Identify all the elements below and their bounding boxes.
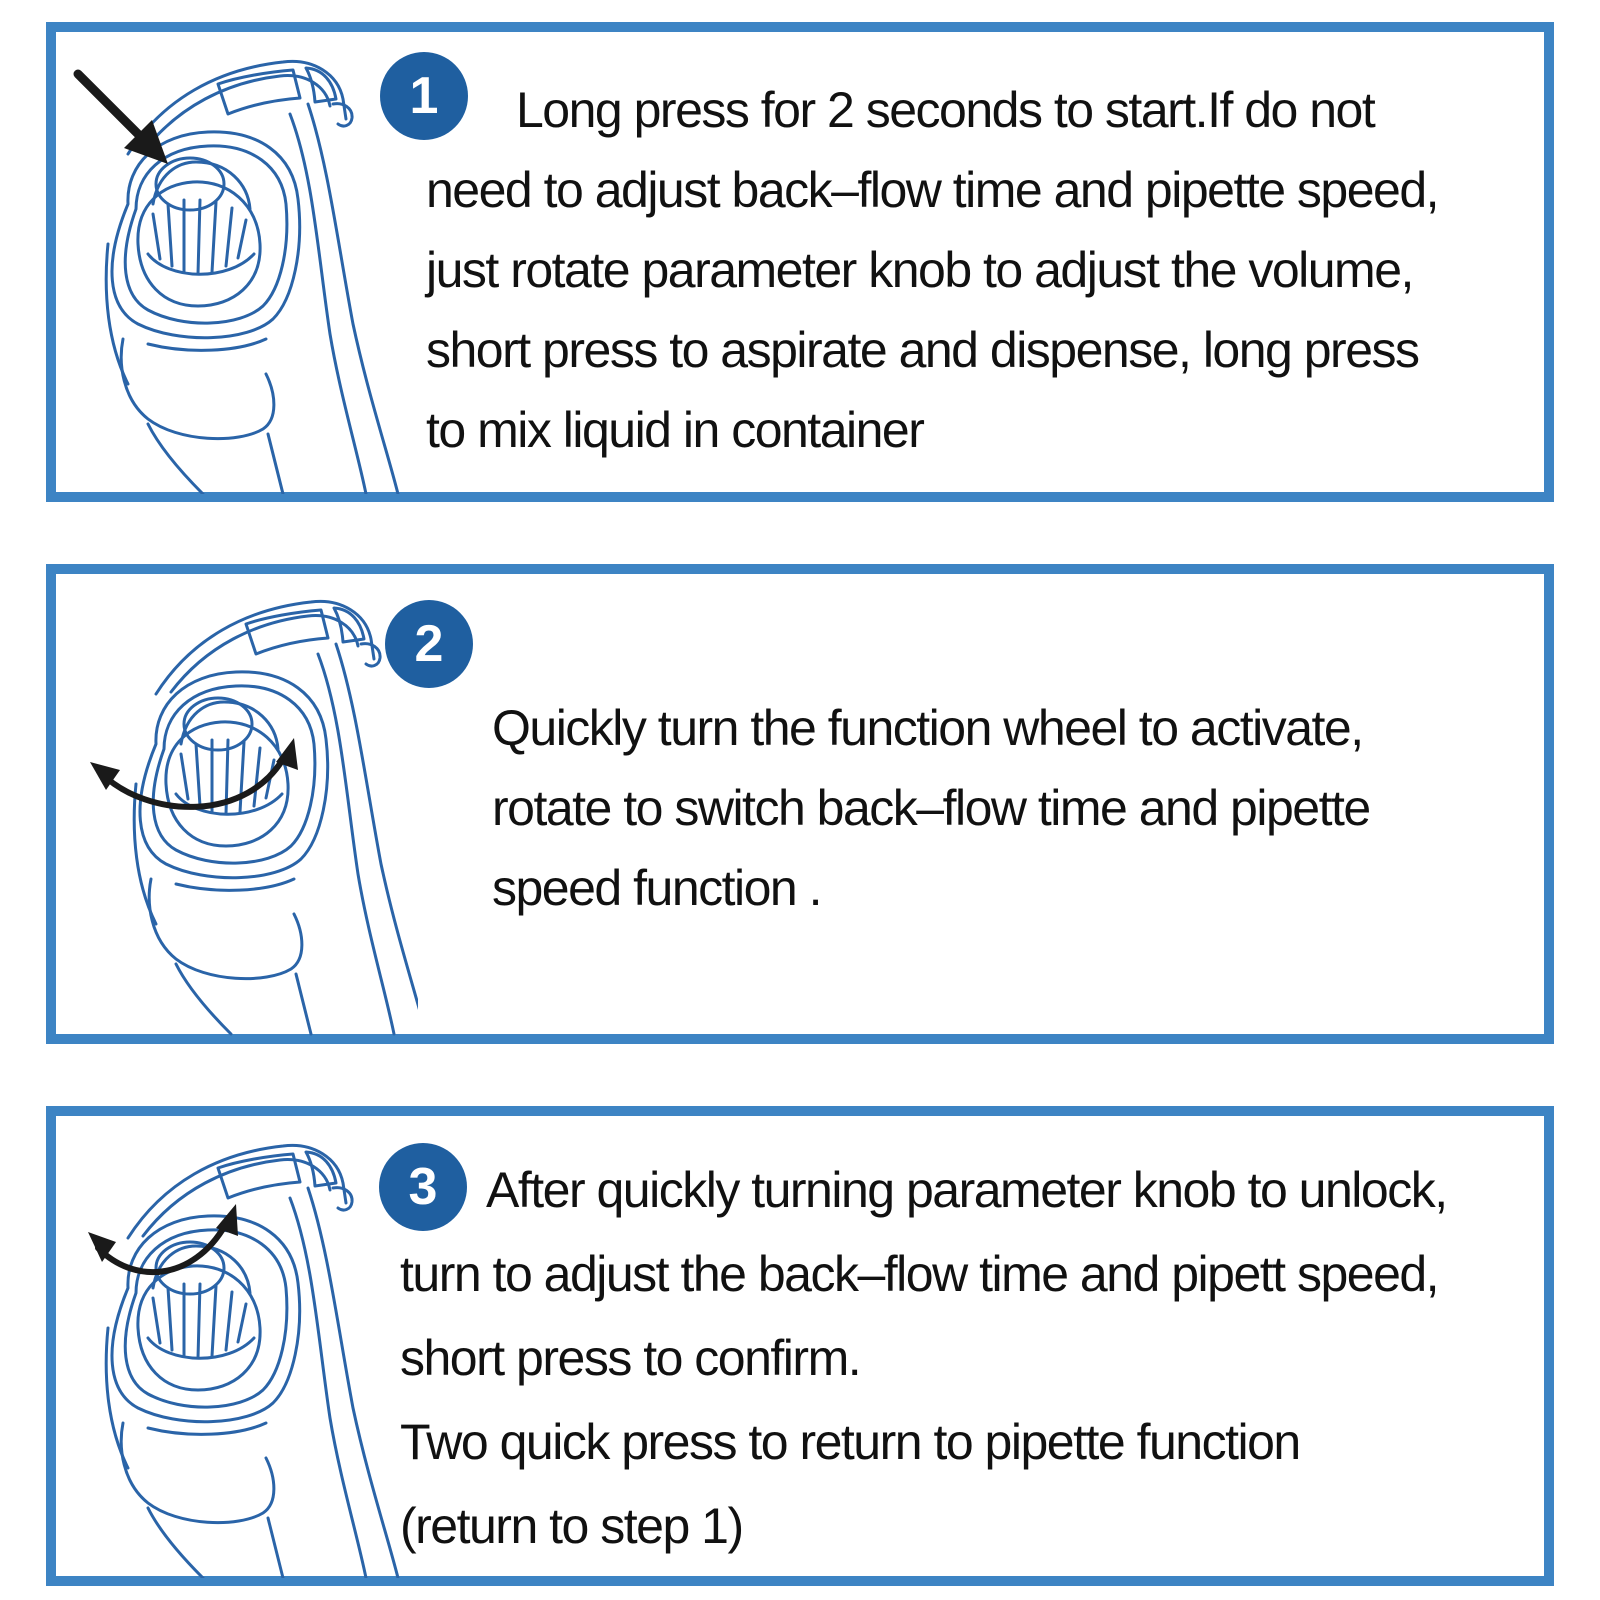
step-1-instructions: Long press for 2 seconds to start.If do not need to adjust back–flow time and pipette speed, just rotate parameter knob to adjust the volume, short press to aspirate and dispense, long press to mix liquid in container: [426, 82, 1439, 458]
step-2-panel: [46, 564, 1554, 1044]
step-1-panel: [46, 22, 1554, 502]
step-3-instructions: After quickly turning parameter knob to unlock, turn to adjust the back–flow time and pipett speed, short press to confirm. Two quick press to return to pipette function (return to step 1): [400, 1162, 1447, 1554]
step-number-badge: 1: [380, 52, 468, 140]
pipette-handle-illustration: [68, 44, 418, 494]
pipette-handle-illustration: [68, 586, 418, 1036]
pipette-handle-illustration: [68, 1128, 418, 1578]
step-2-instructions: Quickly turn the function wheel to activate, rotate to switch back–flow time and pipette speed function .: [492, 700, 1370, 916]
step-number-badge: 3: [379, 1143, 467, 1231]
step-number-badge: 2: [385, 600, 473, 688]
step-3-panel: [46, 1106, 1554, 1586]
